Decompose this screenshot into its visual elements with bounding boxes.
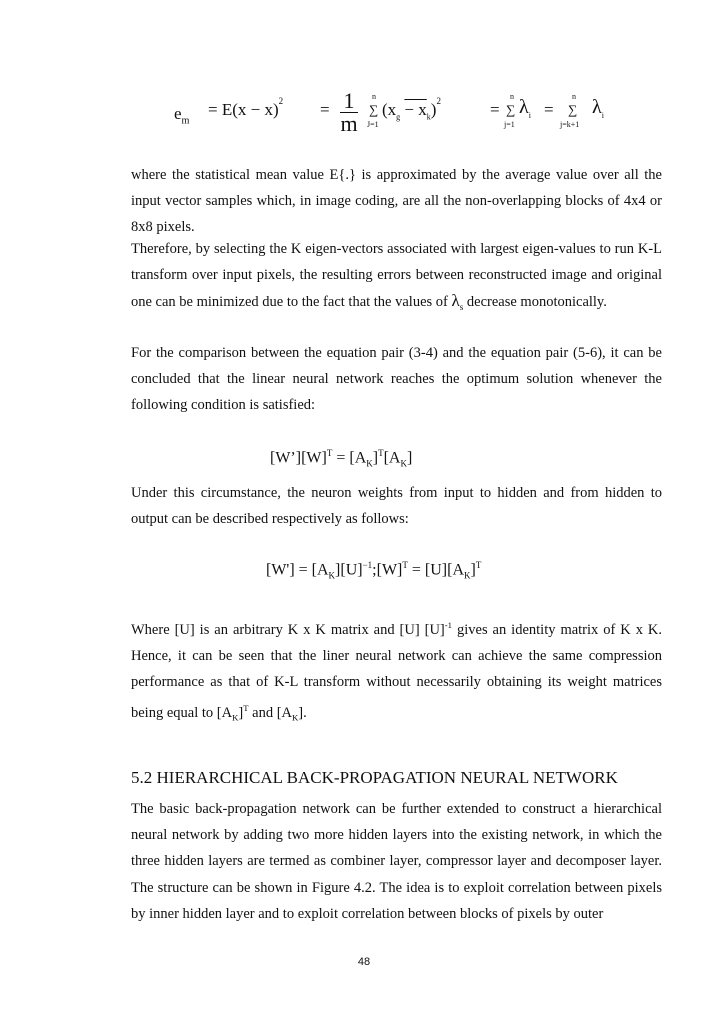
eq1-sum2-top: n <box>510 92 514 101</box>
section-heading: 5.2 HIERARCHICAL BACK-PROPAGATION NEURAL NETWORK <box>131 768 618 787</box>
eq1-lambda: $\lambda_i$ <box>519 96 531 120</box>
eq1-equals: = <box>320 100 330 119</box>
eq1-sum3-bottom: j=k+1 <box>560 120 580 129</box>
paragraph-mean-value: where the statistical mean value E{.} is approximated by the average value over all the input vector samples which, in image coding, are all the non-overlapping blocks of 4x4 or 8x8 pixels. <box>131 167 662 236</box>
eq1-lambda-2: $\lambda_i$ <box>592 96 604 120</box>
paragraph-arbitrary-matrix: Where [U] is an arbitrary K x K matrix and [U] $[U]^{-1}$ gives an identity matrix of K x K. Hence, it can be seen that the liner neural network can achieve the same compression performance as that of K-L transform without necessarily obtaining its weight matrices being equal to $[A_K]^T$ and $[A_K]$. <box>131 620 663 724</box>
eq1-sum2-bottom: j=1 <box>504 120 515 129</box>
eq1-sum3-top: n <box>572 92 576 101</box>
eq1-fraction: 1 m <box>340 88 358 136</box>
page-number: 48 <box>357 956 371 968</box>
equation-3: $[W'] = [A_K][U]^{-1};[W]^T = [U][A_K]^T$ <box>266 560 482 581</box>
paragraph-comparison: For the comparison between the equation pair (3-4) and the equation pair (5-6), it can be concluded that the linear neural network reaches the optimum solution whenever the following condition is satisfied: <box>131 345 662 414</box>
sigma-icon: ∑ <box>506 102 516 117</box>
equation-2: $[W’][W]^T = [A_K]^T[A_K]$ <box>270 448 413 469</box>
paragraph-circumstance: Under this circumstance, the neuron weights from input to hidden and from hidden to output can be described respectively as follows: <box>131 485 662 528</box>
eq1-lhs: $e_m$ <box>174 104 190 127</box>
paragraph-hierarchical: The basic back-propagation network can be further extended to construct a hierarchical neural network by adding two more hidden layers into the existing network, in which the three hidden layers are termed as combiner layer, compressor layer and decomposer layer. The structure can be shown in Figure 4.2. The idea is to exploit correlation between pixels by inner hidden layer and to exploit correlation between blocks of pixels by outer <box>131 801 662 922</box>
eq1-expectation: = $E(x - x)^2$ <box>208 96 284 119</box>
eq1-sum-top: n <box>372 92 376 101</box>
sigma-icon: ∑ <box>568 102 578 117</box>
eq1-sum-bottom: J=1 <box>367 120 379 129</box>
paragraph-eigen-vectors: Therefore, by selecting the K eigen-vectors associated with largest eigen-values to run K-L transform over input pixels, the resulting errors between reconstructed image and original one can be minimized due to the fact that the values of $\lambda_s$ decrease monotonically. <box>131 241 662 313</box>
eq1-equals-3: = <box>544 100 554 119</box>
sigma-icon: ∑ <box>369 102 379 117</box>
eq1-equals-2: = <box>490 100 500 119</box>
eq1-term: $(x_g - x_k)^2$ <box>382 96 441 122</box>
